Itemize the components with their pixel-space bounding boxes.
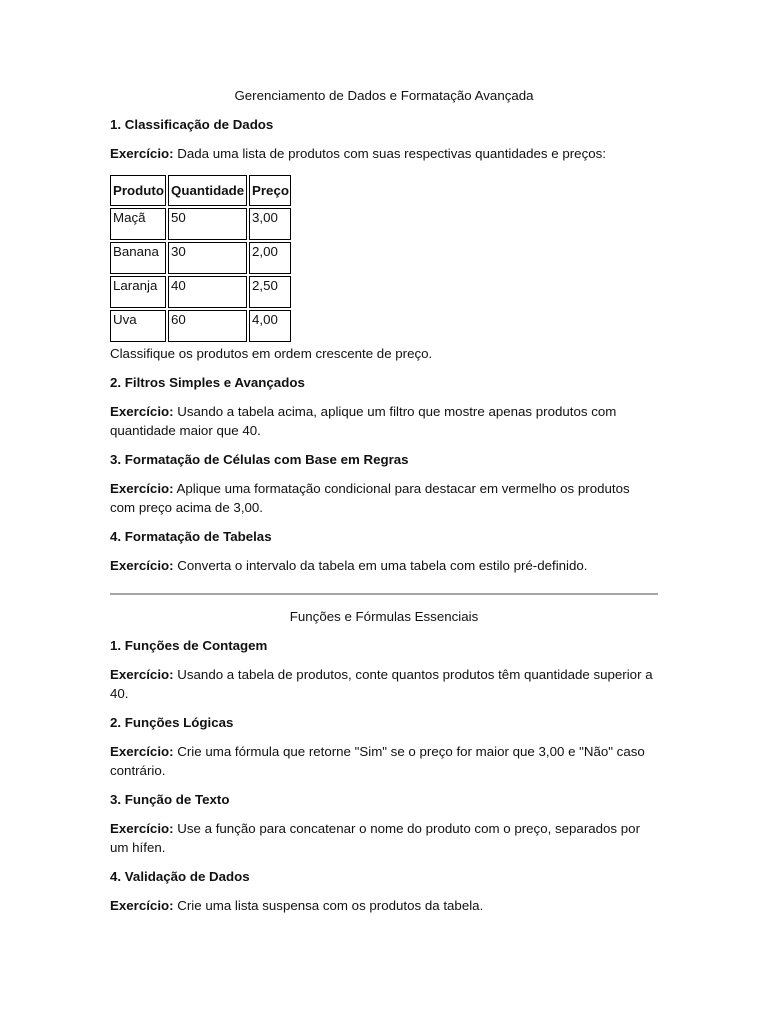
section2-exercise-2 (110, 742, 658, 780)
section1-exercise-3 (110, 479, 658, 517)
table-row (110, 276, 291, 308)
classify-instruction: Classifique os produtos em ordem crescente de preço. (110, 346, 433, 361)
table-cell: 30 (168, 242, 247, 274)
section2-exercise-3 (110, 819, 658, 857)
table-cell: 2,50 (249, 276, 291, 308)
table-cell: 60 (168, 310, 247, 342)
table-cell: 40 (168, 276, 247, 308)
exercise-label: Exercício: (110, 558, 174, 573)
table-cell: Laranja (110, 276, 166, 308)
exercise-text: Crie uma lista suspensa com os produtos da tabela. (173, 898, 484, 913)
section1-heading-1: 1. Classificação de Dados (110, 117, 274, 132)
table-row (110, 310, 291, 342)
exercise-label: Exercício: (110, 404, 174, 419)
header-cell-quantidade: Quantidade (168, 175, 247, 206)
exercise-text: Crie uma fórmula que retorne "Sim" se o preço for maior que 3,00 e "Não" caso contrário. (110, 744, 645, 778)
table-cell: 50 (168, 208, 247, 240)
table-row (110, 242, 291, 274)
products-table (108, 173, 293, 344)
section1-title: Gerenciamento de Dados e Formatação Avançada (234, 88, 534, 103)
exercise-text: Use a função para concatenar o nome do produto com o preço, separados por um hífen. (110, 821, 640, 855)
table-cell: 4,00 (249, 310, 291, 342)
horizontal-rule (110, 593, 658, 595)
exercise-label: Exercício: (110, 146, 174, 161)
table-header-row (110, 175, 291, 206)
section1-exercise-1 (110, 144, 658, 163)
header-cell-produto: Produto (110, 175, 166, 206)
header-cell-preco: Preço (249, 175, 291, 206)
exercise-label: Exercício: (110, 481, 174, 496)
section2-exercise-4 (110, 896, 658, 915)
table-cell: Uva (110, 310, 166, 342)
exercise-label: Exercício: (110, 744, 174, 759)
exercise-label: Exercício: (110, 821, 174, 836)
section2-heading-1: 1. Funções de Contagem (110, 638, 268, 653)
table-cell: 2,00 (249, 242, 291, 274)
document-page (110, 86, 658, 925)
section1-heading-3: 3. Formatação de Células com Base em Regras (110, 452, 409, 467)
table-cell: 3,00 (249, 208, 291, 240)
section1-heading-2: 2. Filtros Simples e Avançados (110, 375, 305, 390)
section1-exercise-4 (110, 556, 658, 575)
exercise-text: Aplique uma formatação condicional para destacar em vermelho os produtos com preço acima de 3,00. (110, 481, 630, 515)
table-row (110, 208, 291, 240)
exercise-text: Dada uma lista de produtos com suas respectivas quantidades e preços: (173, 146, 606, 161)
table-cell: Maçã (110, 208, 166, 240)
exercise-label: Exercício: (110, 667, 174, 682)
exercise-text: Usando a tabela acima, aplique um filtro que mostre apenas produtos com quantidade maior que 40. (110, 404, 617, 438)
section2-heading-2: 2. Funções Lógicas (110, 715, 234, 730)
exercise-text: Usando a tabela de produtos, conte quantos produtos têm quantidade superior a 40. (110, 667, 653, 701)
section2-title: Funções e Fórmulas Essenciais (289, 609, 479, 624)
section2-heading-4: 4. Validação de Dados (110, 869, 250, 884)
section1-exercise-2 (110, 402, 658, 440)
exercise-text: Converta o intervalo da tabela em uma tabela com estilo pré-definido. (173, 558, 588, 573)
section1-heading-4: 4. Formatação de Tabelas (110, 529, 272, 544)
section2-exercise-1 (110, 665, 658, 703)
section2-heading-3: 3. Função de Texto (110, 792, 230, 807)
exercise-label: Exercício: (110, 898, 174, 913)
table-cell: Banana (110, 242, 166, 274)
